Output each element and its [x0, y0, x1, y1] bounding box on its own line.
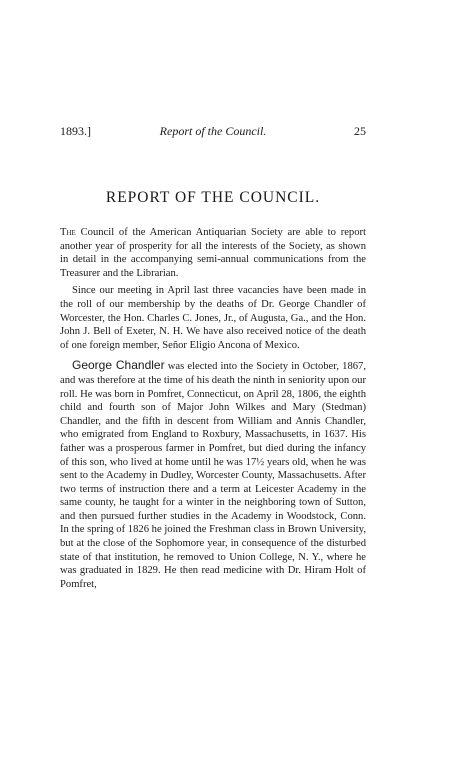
running-header: [60, 124, 366, 140]
paragraph-3: [60, 359, 366, 591]
paragraph-2-text: Since our meeting in April last three vacancies have been made in the roll of our membership by the deaths of Dr. George Chandler of Worcester, the Hon. Charles C. Jones, Jr., of Augusta, Ga., and the Hon. John J. Bell of Exeter, N. H. We have also received notice of the death of one foreign member, Señor Eligio Ancona of Mexico.: [60, 285, 366, 351]
paragraph-1: [60, 226, 366, 280]
paragraph-2: [60, 284, 366, 352]
paragraph-1-text: Council of the American Antiquarian Society are able to report another year of prosperity for all the interests of the Society, as shown in detail in the accompanying semi-annual communications from the Treasurer and the Librarian.: [60, 227, 366, 279]
header-year: 1893.]: [60, 124, 91, 138]
paragraph-3-lead: George Chandler: [72, 358, 165, 373]
paragraph-1-lead: The: [60, 227, 76, 238]
header-running-title: Report of the Council.: [159, 124, 267, 138]
page-number: 25: [354, 124, 366, 138]
section-title: REPORT OF THE COUNCIL.: [105, 189, 321, 206]
paragraph-3-text: was elected into the Society in October, 1867, and was therefore at the time of his death the ninth in seniority upon our roll. He was born in Pomfret, Connecticut, on April 28, 1806, the eighth child and fourth son of Major John Wilkes and Mary (Stedman) Chandler, and the fifth in descent from William and Annis Chandler, who emigrated from England to Roxbury, Massachusetts, in 1637. His father was a prosperous farmer in Pomfret, but died during the infancy of this son, who lived at home until he was 17½ years old, when he was sent to the Academy in Dudley, Worcester County, Massachusetts. After two terms of instruction there and a term at Leicester Academy in the same county, he taught for a winter in the neighboring town of Sutton, and then pursued further studies in the Academy in Woodstock, Conn. In the spring of 1826 he joined the Freshman class in Brown University, but at the close of the Sophomore year, in consequence of the disturbed state of that institution, he removed to Union College, N. Y., where he was graduated in 1829. He then read medicine with Dr. Hiram Holt of Pomfret,: [60, 361, 366, 590]
body-text: [60, 226, 366, 591]
